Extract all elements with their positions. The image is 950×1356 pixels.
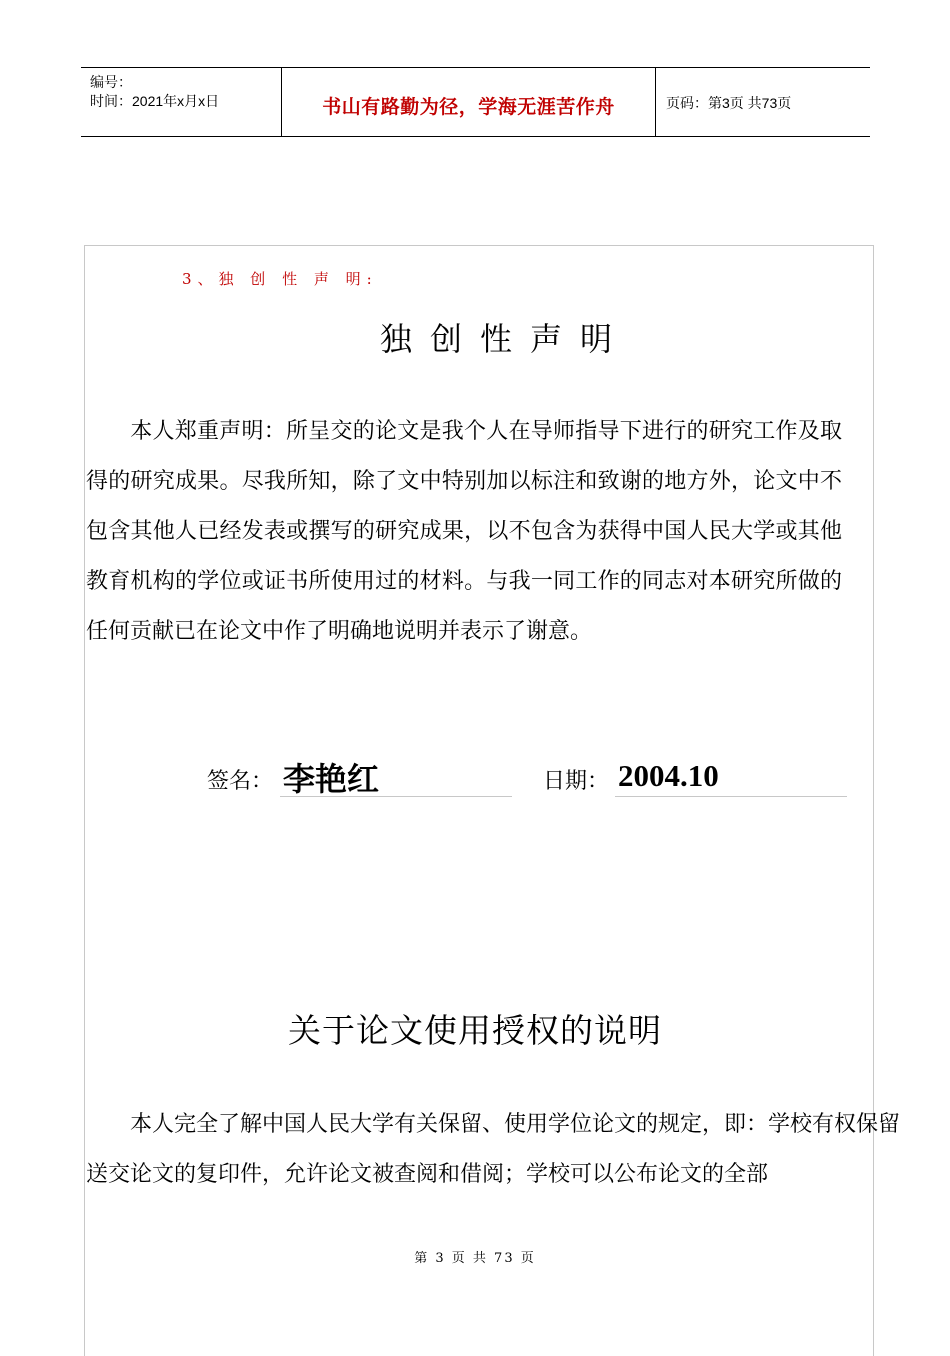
- date-value: 2004.10: [618, 758, 719, 793]
- declaration-title: 独创性声明: [379, 320, 630, 358]
- header-left-cell: [81, 68, 282, 136]
- header-page-info: 页码：第3页 共73页: [666, 95, 792, 111]
- authorization-title: 关于论文使用授权的说明: [288, 1011, 662, 1050]
- number-label: 编号：: [90, 74, 132, 90]
- page-header: [81, 67, 870, 137]
- section-label: 3、独 创 性 声 明:: [182, 270, 378, 288]
- authorization-body: [86, 1100, 900, 1200]
- time-label: 时间：2021年x月x日: [90, 93, 220, 109]
- header-page-cell: [656, 68, 870, 136]
- signature-label: 签名：: [207, 769, 274, 794]
- signature-underline: [280, 796, 512, 797]
- date-underline: [615, 796, 847, 797]
- date-label: 日期：: [543, 769, 610, 794]
- declaration-body: [86, 407, 842, 657]
- header-motto: 书山有路勤为径，学海无涯苦作舟: [322, 96, 615, 118]
- signature-value: 李艳红: [283, 760, 380, 798]
- authorization-body-text: 本人完全了解中国人民大学有关保留、使用学位论文的规定，即：学校有权保留送交论文的复印件，允许论文被查阅和借阅；学校可以公布论文的全部: [86, 1112, 901, 1187]
- page-footer: 第 3 页 共 73 页: [414, 1251, 536, 1266]
- header-motto-cell: [282, 68, 656, 136]
- declaration-body-text: 本人郑重声明：所呈交的论文是我个人在导师指导下进行的研究工作及取得的研究成果。尽我所知，除了文中特别加以标注和致谢的地方外，论文中不包含其他人已经发表或撰写的研究成果，以不包含为获得中国人民大学或其他教育机构的学位或证书所使用过的材料。与我一同工作的同志对本研究所做的任何贡献已在论文中作了明确地说明并表示了谢意。: [86, 419, 842, 644]
